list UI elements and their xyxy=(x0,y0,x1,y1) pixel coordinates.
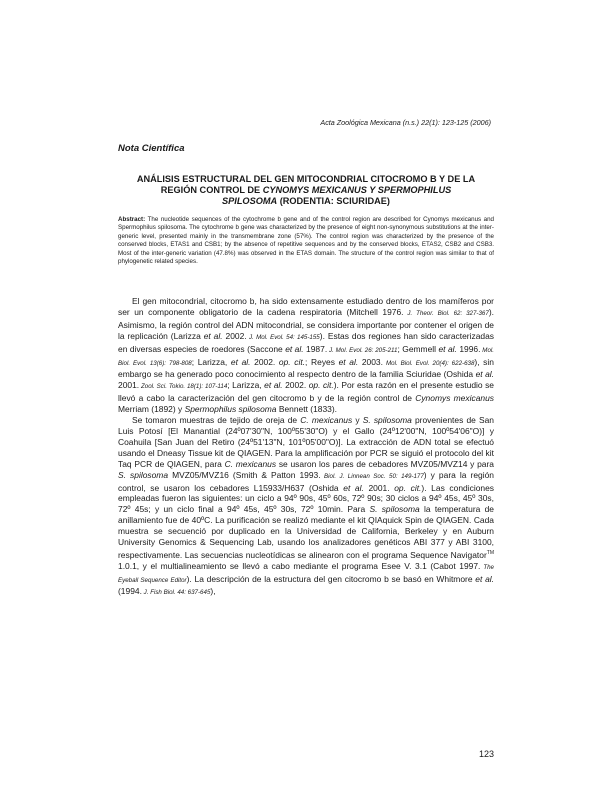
italic-span: op. cit. xyxy=(308,380,334,391)
text-span: 2001. xyxy=(118,380,140,391)
text-span: ), sin embargo se ha generado poco conocimiento al respecto dentro de la familia Sciuridae (Oshida xyxy=(118,356,494,380)
journal-citation: Acta Zoológica Mexicana (n.s.) 22(1): 123-125 (2006) xyxy=(320,118,491,127)
reference: J. Mol. Evol. 54: 145-155 xyxy=(246,333,320,341)
italic-span: S. spilosoma xyxy=(118,469,169,480)
text-span: ; Reyes xyxy=(305,356,339,367)
italic-span: S. spilosoma xyxy=(369,504,420,515)
reference: Biol. J. Linnean Soc. 50: 149-177 xyxy=(320,472,424,480)
text-span: ; Larizza, xyxy=(227,380,265,391)
text-span: 1996. xyxy=(456,343,481,354)
reference: J. Fish Biol. 44: 637-645 xyxy=(141,589,211,597)
italic-span: C. mexicanus xyxy=(224,458,277,469)
text-span: ; Gemmell xyxy=(397,343,439,354)
reference: Mol. Biol. Evol. 13(6): 798-808 xyxy=(118,346,494,367)
italic-span: S. spilosoma xyxy=(362,415,412,426)
text-span: ) y para la región control, se usaron los cebadores L15933/H637 (Oshida xyxy=(118,469,494,493)
abstract-text: The nucleotide sequences of the cytochrome b gene and of the control region are described for Cynomys mexicanus and Spermophilus spilosoma. The cytochrome b gene was characterized by the presence of eight non-synonymous substitutions at the inter-generic level, presented mainly in the transmembrane zone (57%). The control region was characterized by the presence of the conserved blocks, ETAS1 and CSB1; by the absence of repetitive sequences and by the conserved blocks, ETAS2, CSB2 and CSB3. Most of the inter-generic variation (47.8%) was observed in the ETAS domain. The structure of the control region was similar to that of phylogenetic related species. xyxy=(118,216,494,266)
abstract xyxy=(118,216,494,266)
page-number: 123 xyxy=(478,749,494,759)
text-span: 2003. xyxy=(358,356,383,367)
text-span: (1994. xyxy=(118,586,142,597)
italic-span: et al. xyxy=(230,356,251,367)
reference: The Eyeball Sequence Editor xyxy=(118,563,494,584)
italic-span: op. cit. xyxy=(278,356,306,367)
text-span: 2002. xyxy=(222,330,247,341)
italic-span: et al. xyxy=(343,482,364,493)
reference: Zool. Sci. Tokio. 18(1): 107-114 xyxy=(139,383,228,391)
text-span: ). Por esta razón en el presente estudio se llevó a cabo la caracterización del gen citocromo b y de la región control de xyxy=(118,380,494,404)
body-paragraph-1 xyxy=(118,296,494,415)
text-span: ). Estas dos regiones han sido caracterizadas en diversas especies de roedores (Saccone xyxy=(118,330,495,354)
italic-span: et al. xyxy=(475,573,495,584)
text-span: Merriam (1892) y xyxy=(118,404,185,415)
italic-span: et al. xyxy=(475,369,494,380)
reference: J. Mol. Evol. 26: 205-211 xyxy=(327,346,398,354)
title-species-2: SPILOSOMA xyxy=(222,196,278,206)
text-span: 1.0.1, y el multialineamiento se llevó a cabo mediante el programa Esee V. 3.1 (Cabot 1997. xyxy=(118,560,481,571)
title-taxon: (RODENTIA: SCIURIDAE) xyxy=(277,196,390,206)
text-span: ). Asimismo, la región control del ADN mitocondrial, se considera importante por contener el origen de la replicación (Larizza xyxy=(118,306,494,341)
italic-span: et al. xyxy=(264,380,283,391)
article-title xyxy=(118,174,494,207)
text-span: Se tomaron muestras de tejido de oreja de xyxy=(132,415,301,426)
italic-span: et al. xyxy=(338,356,359,367)
section-label: Nota Científica xyxy=(118,143,185,154)
text-span: ). Las condiciones empleadas fueron las siguientes: un ciclo a 94º 90s, 45º 60s, 72º 90s; 30 ciclos a 94º 45s, 45º 30s, 72º 45s; y un ciclo final a 94º 45s, 45º 30s, 72º 10min. Para xyxy=(118,482,494,515)
reference: J. Theor. Biol. 62: 327-367 xyxy=(403,309,489,317)
text-span: El gen mitocondrial, citocromo b, ha sido extensamente estudiado dentro de los mamíferos por ser un componente obligatorio de la cadena respiratoria (Mitchell 1976. xyxy=(118,296,494,317)
title-species-1: CYNOMYS MEXICANUS Y SPERMOPHILUS xyxy=(262,185,452,195)
text-span: MVZ05/MVZ16 (Smith & Patton 1993. xyxy=(168,469,321,480)
italic-span: et al. xyxy=(438,343,457,354)
italic-span: op. cit. xyxy=(394,482,422,493)
title-line-2: REGIÓN CONTROL DE xyxy=(160,185,263,195)
italic-span: C. mexicanus xyxy=(300,415,353,426)
italic-span: et al. xyxy=(285,343,304,354)
body-paragraph-2 xyxy=(118,415,494,599)
text-span: la temperatura de anillamiento fue de 40ºC. La purificación se realizó mediante el kit QIAquick Spin de QIAGEN. Cada muestra se secuenció por duplicado en la Universidad de California, Berkeley y en Auburn University Genomics & Sequencing Lab, usando los analizadores genéticos ABI 377 y ABI 3100, respectivamente. Las secuencias nucleotídicas se alinearon con el programa Sequence Navigator xyxy=(118,504,494,560)
italic-span: et al. xyxy=(203,330,223,341)
text-span: 1987. xyxy=(303,343,328,354)
text-span: 2001. xyxy=(363,482,395,493)
text-span: Bennett (1833). xyxy=(276,404,338,415)
text-span: ). La descripción de la estructura del gen citocromo b se basó en Whitmore xyxy=(186,573,476,584)
text-span: provenientes de San Luis Potosí [El Manantial (24º07'30"N, 100º55'30"O) y el Gallo (24º12'00"N, 100º54'06"O)] y Coahuila [San Juan del Retiro (24º51'13"N, 101º05'00"O)]. La extracción de ADN total se efectuó usando el Dneasy Tissue kit de QIAGEN. Para la amplificación por PCR se siguió el protocolo del kit Taq PCR de QIAGEN, para xyxy=(118,415,494,469)
text-span: ; Larizza, xyxy=(191,356,231,367)
italic-span: Cynomys mexicanus xyxy=(415,393,494,404)
superscript: TM xyxy=(486,549,494,556)
text-span: 2002. xyxy=(282,380,309,391)
text-span: y xyxy=(352,415,363,426)
article-body xyxy=(118,296,494,599)
title-line-1: ANÁLISIS ESTRUCTURAL DEL GEN MITOCONDRIAL CITOCROMO B Y DE LA xyxy=(136,174,476,184)
text-span: se usaron los pares de cebadores MVZ05/MVZ14 y para xyxy=(276,458,494,469)
reference: Mol. Biol. Evol. 20(4): 622-638 xyxy=(382,359,475,367)
text-span: 2002. xyxy=(250,356,279,367)
abstract-label: Abstract: xyxy=(118,216,146,223)
italic-span: Spermophilus spilosoma xyxy=(184,404,277,415)
text-span: ), xyxy=(210,586,216,597)
